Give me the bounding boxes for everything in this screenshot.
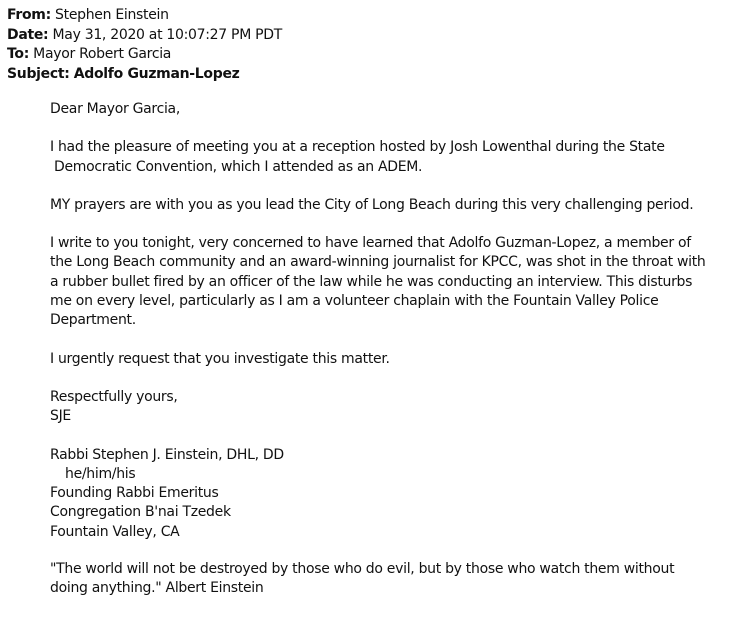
signature-name: Rabbi Stephen J. Einstein, DHL, DD — [50, 446, 284, 463]
subject-label: Subject: — [7, 65, 70, 82]
to-row — [7, 45, 723, 65]
signature-pronouns: he/him/his — [65, 465, 136, 482]
signature-title: Founding Rabbi Emeritus — [50, 485, 219, 502]
date-label: Date: — [7, 26, 49, 43]
from-row — [7, 6, 723, 26]
to-value: Mayor Robert Garcia — [33, 46, 172, 62]
paragraph-line: Department. — [50, 312, 136, 329]
email-body — [50, 100, 710, 599]
date-row — [7, 26, 723, 46]
paragraph-line: me on every level, particularly as I am a volunteer chaplain with the Fountain Valley Police — [50, 293, 659, 310]
initials: SJE — [50, 408, 71, 425]
paragraph-line: I had the pleasure of meeting you at a reception hosted by Josh Lowenthal during the State — [50, 139, 665, 156]
date-value: May 31, 2020 at 10:07:27 PM PDT — [52, 26, 282, 43]
paragraph-reception — [50, 138, 710, 177]
subject-row — [7, 65, 723, 85]
from-label: From: — [7, 7, 51, 23]
paragraph-prayers: MY prayers are with you as you lead the City of Long Beach during this very challenging period. — [50, 196, 694, 213]
paragraph-concern — [50, 234, 710, 330]
signature-location: Fountain Valley, CA — [50, 523, 180, 540]
closing-block — [50, 388, 710, 427]
to-label: To: — [7, 46, 30, 62]
email-message — [7, 6, 723, 599]
paragraph-request: I urgently request that you investigate this matter. — [50, 350, 390, 367]
paragraph-line: Democratic Convention, which I attended as an ADEM. — [54, 158, 423, 175]
paragraph-line: I write to you tonight, very concerned to have learned that Adolfo Guzman-Lopez, a member of — [50, 235, 691, 252]
closing: Respectfully yours, — [50, 388, 178, 405]
email-headers — [7, 6, 723, 84]
subject-value: Adolfo Guzman-Lopez — [73, 65, 240, 82]
greeting: Dear Mayor Garcia, — [50, 101, 180, 117]
signature-block — [50, 446, 710, 542]
quote-line: doing anything." Albert Einstein — [50, 580, 264, 597]
quote-line: "The world will not be destroyed by those who do evil, but by those who watch them without — [50, 561, 675, 578]
from-value: Stephen Einstein — [55, 7, 169, 23]
signature-congregation: Congregation B'nai Tzedek — [50, 504, 231, 521]
paragraph-line: a rubber bullet fired by an officer of the law while he was conducting an interview. This disturbs — [50, 273, 693, 290]
paragraph-line: the Long Beach community and an award-winning journalist for KPCC, was shot in the throat with — [50, 254, 706, 271]
signature-quote — [50, 560, 710, 599]
